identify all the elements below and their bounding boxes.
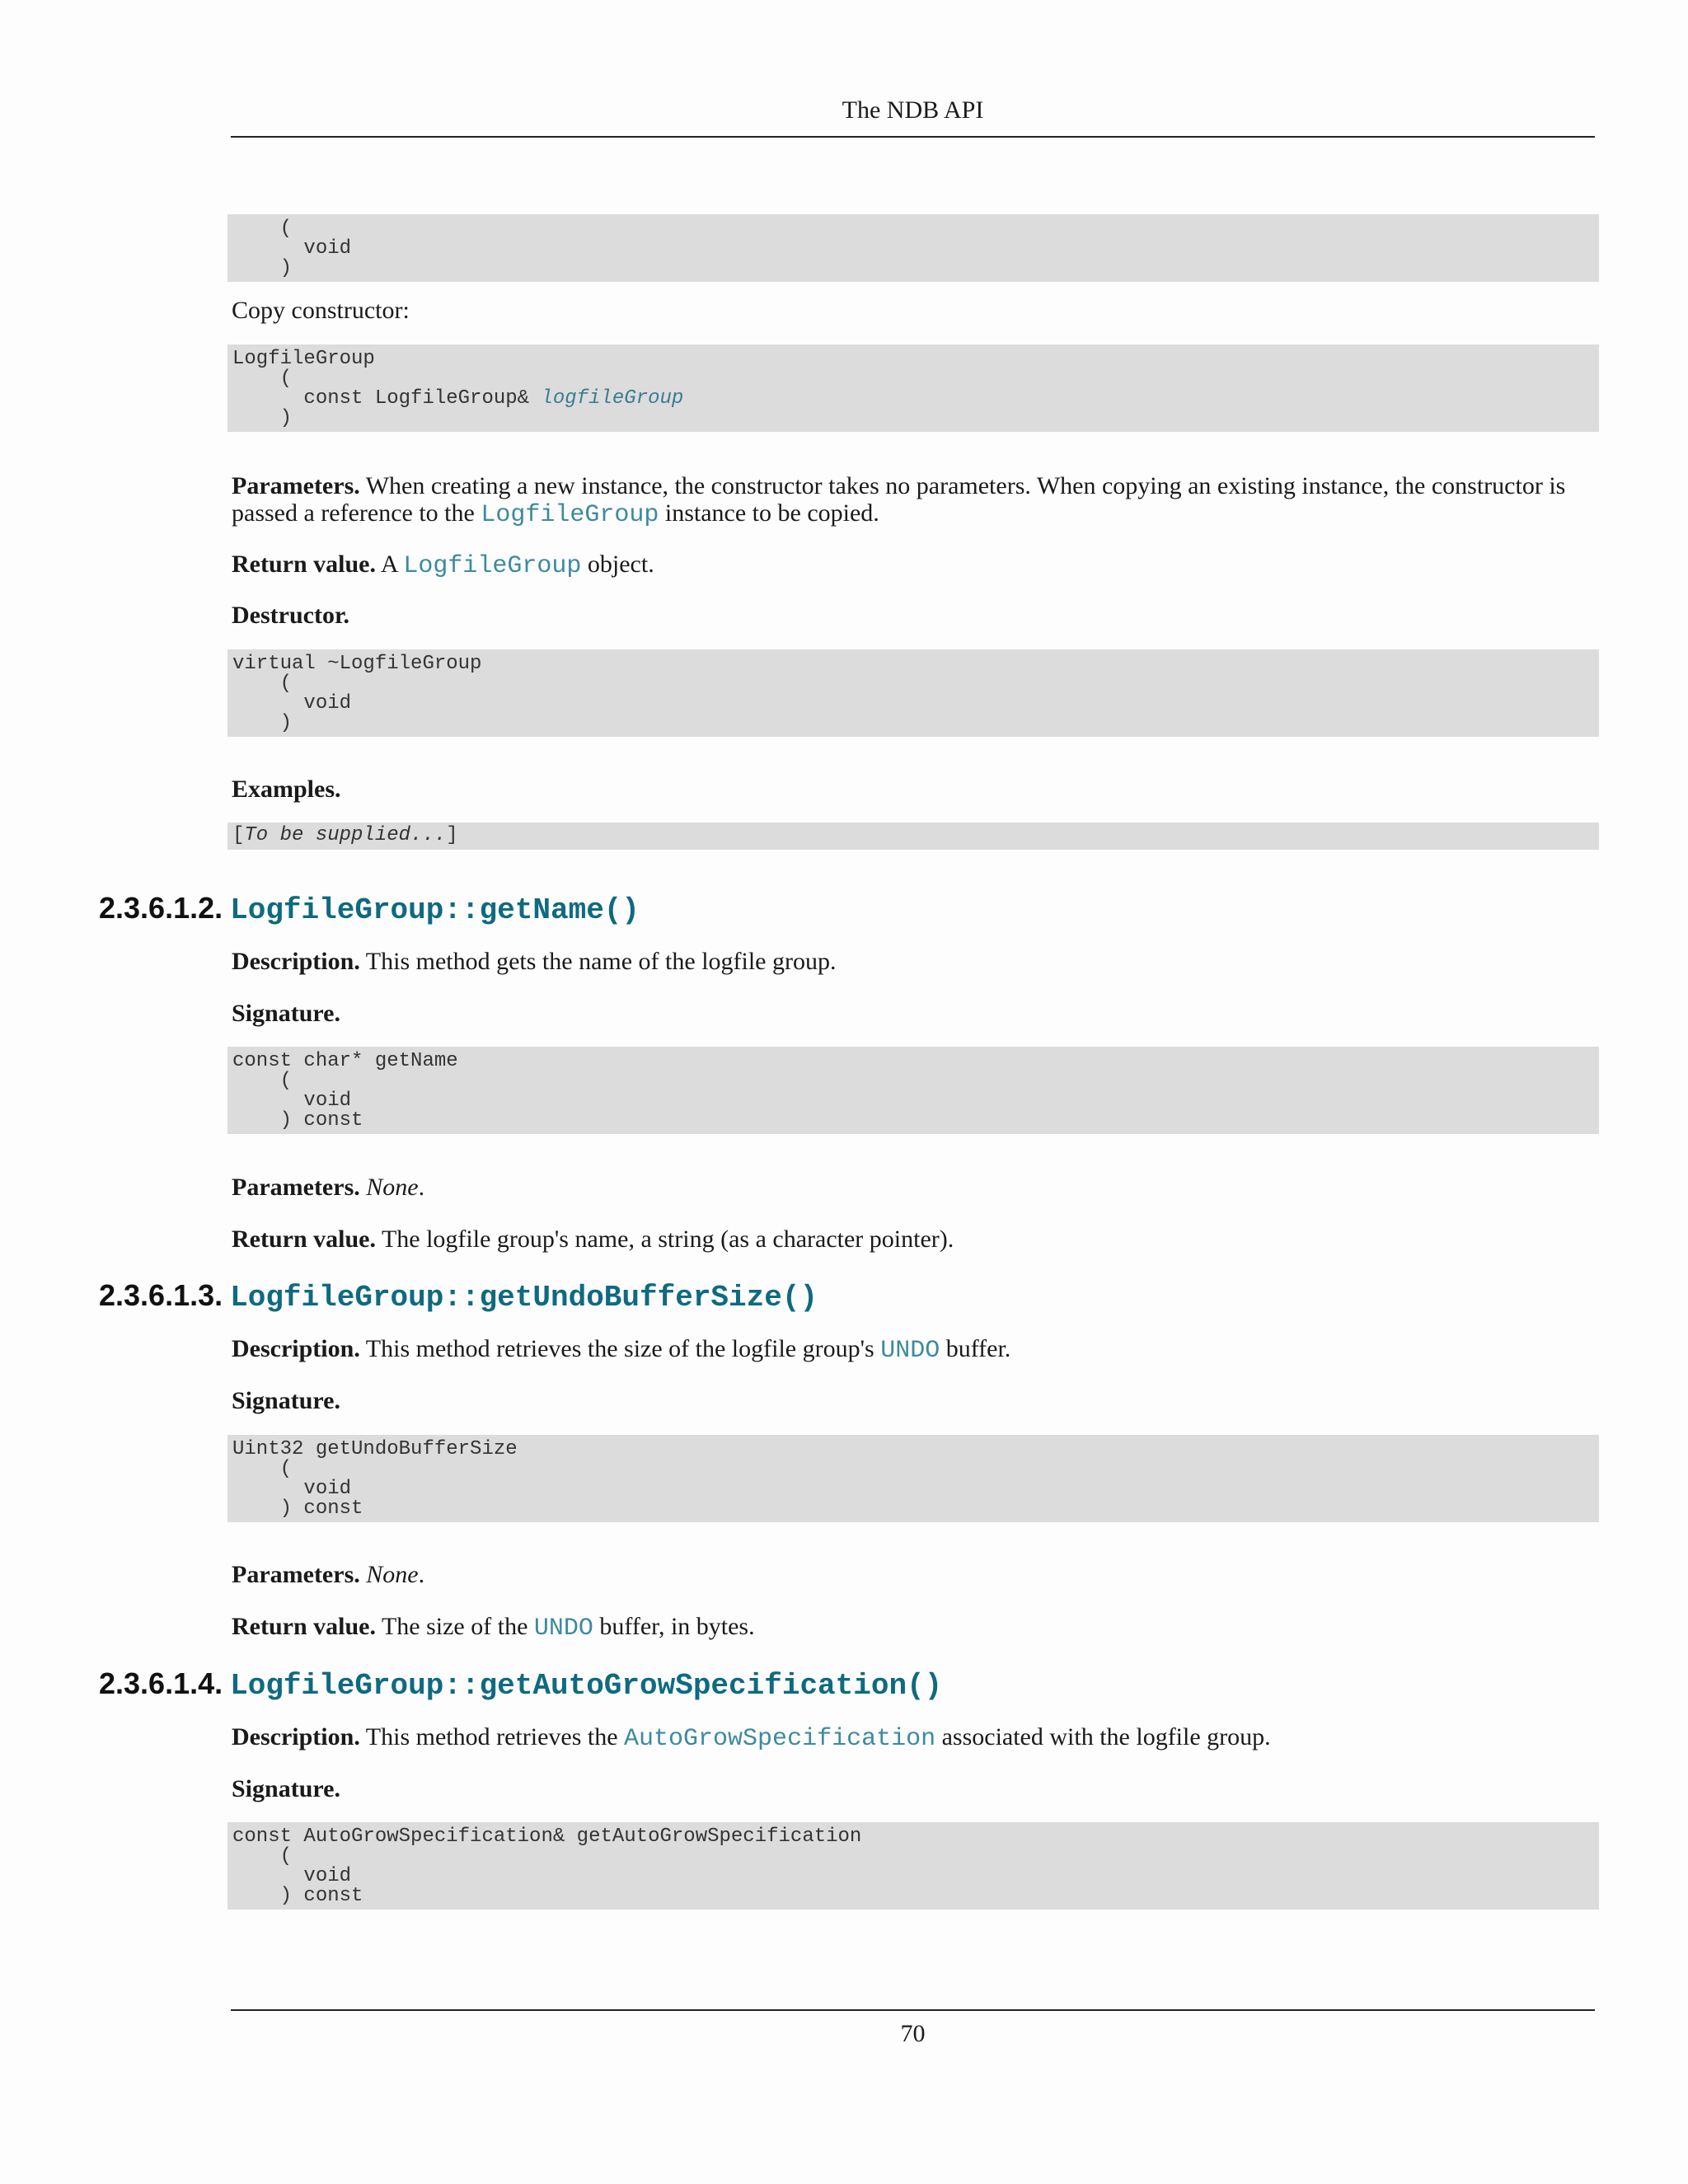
code-block-copy-constructor	[227, 344, 1599, 432]
destructor-label-text: Destructor.	[232, 602, 350, 629]
code-line: LogfileGroup	[232, 348, 375, 370]
code-line: ) const	[232, 1497, 363, 1520]
examples-label	[232, 776, 1596, 803]
signature-label-text: Signature.	[232, 1387, 340, 1414]
logfilegroup-link[interactable]: LogfileGroup	[403, 552, 582, 580]
return-value-text: The logfile group's name, a string (as a character pointer).	[376, 1226, 954, 1253]
parameters-text-end: instance to be copied.	[659, 499, 879, 527]
code-line: virtual ~LogfileGroup	[232, 653, 482, 675]
description-paragraph	[232, 1335, 1596, 1365]
code-block-examples	[227, 823, 1599, 850]
logfilegroup-link[interactable]: LogfileGroup	[481, 501, 659, 529]
return-value-paragraph	[232, 1613, 1596, 1643]
page-header: The NDB API	[842, 96, 984, 124]
signature-label-text: Signature.	[232, 1775, 340, 1802]
code-bracket: [	[232, 824, 245, 846]
code-line: (	[232, 218, 293, 240]
code-line: (	[232, 1070, 293, 1092]
code-line: (	[232, 673, 293, 695]
parameters-label: Parameters.	[232, 1174, 360, 1201]
description-label: Description.	[232, 1723, 360, 1750]
parameters-label: Parameters.	[232, 472, 360, 499]
return-value-label: Return value.	[232, 1613, 376, 1640]
footer-rule	[231, 2009, 1595, 2011]
section-title[interactable]: LogfileGroup::getAutoGrowSpecification()	[230, 1669, 943, 1703]
return-value-paragraph	[232, 551, 1596, 580]
description-text: This method retrieves the size of the logfile group's	[359, 1335, 881, 1362]
section-number: 2.3.6.1.2.	[99, 891, 223, 925]
parameters-text: When creating a new instance, the constructor takes no parameters. When copying an existing instance, the constructor is passed a reference to the	[232, 472, 1566, 527]
signature-label	[232, 1000, 1596, 1027]
return-value-text: A	[376, 551, 404, 578]
code-line: Uint32 getUndoBufferSize	[232, 1438, 518, 1460]
return-value-text-end: buffer, in bytes.	[593, 1613, 755, 1640]
code-line: void	[232, 1478, 352, 1500]
autogrowspecification-link[interactable]: AutoGrowSpecification	[624, 1725, 936, 1753]
code-block-constructor-tail	[227, 214, 1599, 282]
description-text-end: associated with the logfile group.	[935, 1723, 1271, 1750]
parameters-label: Parameters.	[232, 1561, 360, 1588]
signature-label	[232, 1775, 1596, 1802]
section-heading-getundobuffersize	[99, 1277, 1595, 1316]
signature-label	[232, 1387, 1596, 1414]
code-param-logfilegroup: logfileGroup	[541, 387, 684, 410]
description-paragraph	[232, 948, 1596, 975]
return-value-text-end: object.	[581, 551, 654, 578]
destructor-label	[232, 602, 1596, 629]
signature-label-text: Signature.	[232, 1000, 340, 1027]
code-line: )	[232, 257, 293, 279]
code-line: (	[232, 368, 293, 390]
parameters-paragraph	[232, 1174, 1596, 1201]
parameters-paragraph	[232, 472, 1596, 529]
code-line: void	[232, 237, 352, 260]
code-line: const AutoGrowSpecification& getAutoGrowSpecification	[232, 1825, 862, 1848]
code-block-getname	[227, 1047, 1599, 1134]
description-text: This method gets the name of the logfile group.	[359, 948, 837, 975]
parameters-period: .	[418, 1561, 425, 1588]
section-number: 2.3.6.1.3.	[99, 1278, 223, 1312]
code-line: const char* getName	[232, 1050, 458, 1072]
return-value-text: The size of the	[376, 1613, 534, 1640]
section-heading-getname	[99, 890, 1595, 929]
return-value-label: Return value.	[232, 1226, 376, 1253]
copy-constructor-label: Copy constructor:	[232, 297, 410, 324]
code-line: void	[232, 1865, 352, 1887]
code-line: (	[232, 1845, 293, 1868]
description-paragraph	[232, 1723, 1596, 1753]
undo-link[interactable]: UNDO	[880, 1337, 940, 1365]
undo-link[interactable]: UNDO	[533, 1615, 593, 1643]
code-line: ) const	[232, 1885, 363, 1907]
parameters-paragraph	[232, 1561, 1596, 1588]
section-title[interactable]: LogfileGroup::getName()	[230, 893, 640, 927]
parameters-none: None	[366, 1174, 419, 1201]
code-placeholder: To be supplied...	[244, 824, 447, 846]
parameters-none: None	[366, 1561, 419, 1588]
parameters-period: .	[418, 1174, 425, 1201]
description-label: Description.	[232, 1335, 360, 1362]
page-number: 70	[900, 2020, 926, 2047]
code-line: void	[232, 692, 352, 715]
header-rule	[231, 136, 1595, 138]
code-line: const LogfileGroup&	[232, 387, 542, 410]
return-value-paragraph	[232, 1226, 1596, 1253]
description-text: This method retrieves the	[359, 1723, 625, 1750]
code-line: )	[232, 712, 293, 734]
code-line: (	[232, 1458, 293, 1480]
code-bracket: ]	[446, 824, 458, 846]
section-number: 2.3.6.1.4.	[99, 1666, 223, 1700]
code-block-getautogrowspecification	[227, 1822, 1599, 1910]
code-block-destructor	[227, 649, 1599, 737]
description-text-end: buffer.	[940, 1335, 1011, 1362]
return-value-label: Return value.	[232, 551, 376, 578]
examples-label-text: Examples.	[232, 776, 341, 803]
code-line: ) const	[232, 1109, 363, 1132]
code-line: void	[232, 1090, 352, 1112]
description-label: Description.	[232, 948, 360, 975]
section-title[interactable]: LogfileGroup::getUndoBufferSize()	[230, 1281, 818, 1315]
code-block-getundobuffersize	[227, 1435, 1599, 1522]
section-heading-getautogrowspecification	[99, 1666, 1595, 1704]
code-line: )	[232, 407, 293, 429]
